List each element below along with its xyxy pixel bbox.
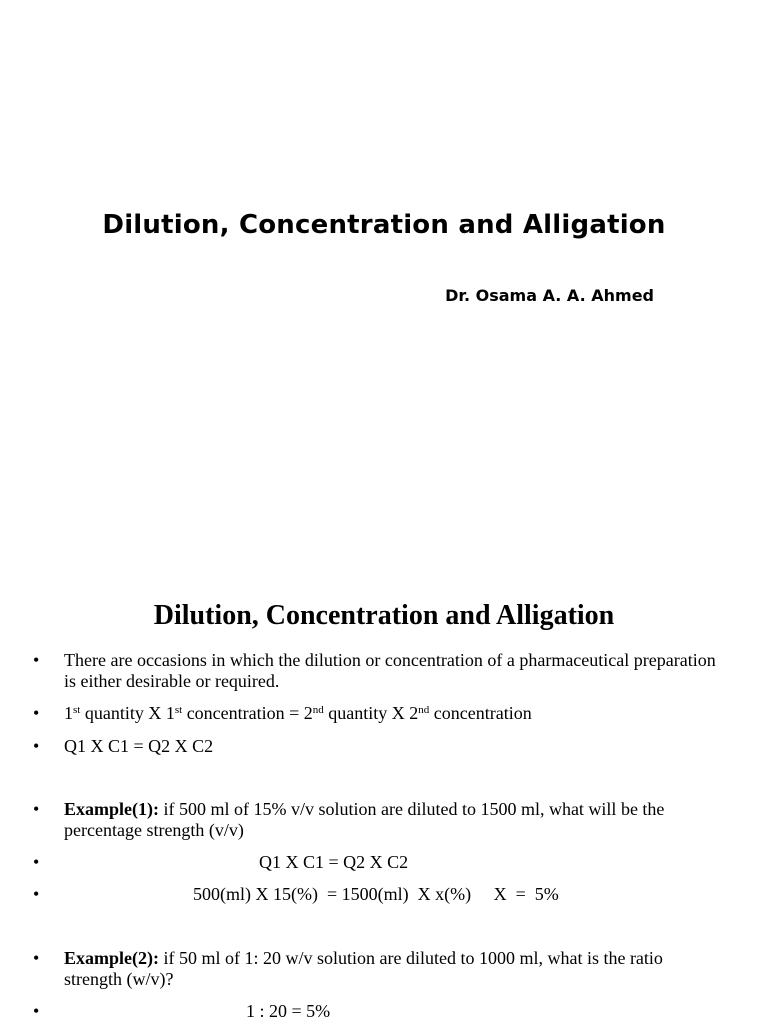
bullet-marker: • bbox=[33, 650, 40, 670]
content-slide-heading: Dilution, Concentration and Alligation bbox=[153, 600, 615, 631]
bullet-text: There are occasions in which the dilution or concentration of a pharmaceutical preparation is either desirable or required. bbox=[64, 650, 716, 691]
example-label: Example(1): bbox=[64, 799, 159, 819]
bullet-marker: • bbox=[33, 884, 40, 904]
bullet-marker: • bbox=[33, 799, 40, 819]
bullet-marker: • bbox=[33, 736, 40, 756]
bullet-text: Example(1): if 500 ml of 15% v/v solution are diluted to 1500 ml, what will be the percentage strength (v/v) bbox=[64, 799, 665, 840]
bullet-marker: • bbox=[33, 948, 40, 968]
bullet-text: Example(2): if 50 ml of 1: 20 w/v solution are diluted to 1000 ml, what is the ratio strength (w/v)? bbox=[64, 948, 663, 989]
author-name: Dr. Osama A. A. Ahmed bbox=[445, 286, 654, 305]
bullet-marker: • bbox=[33, 703, 40, 723]
example-label: Example(2): bbox=[64, 948, 159, 968]
formula-text: 1 : 20 = 5% bbox=[246, 1001, 331, 1021]
title-slide-heading: Dilution, Concentration and Alligation bbox=[102, 210, 666, 240]
bullet-marker: • bbox=[33, 1001, 40, 1021]
bullet-text: 1st quantity X 1st concentration = 2nd quantity X 2nd concentration bbox=[64, 703, 532, 723]
bullet-marker: • bbox=[33, 852, 40, 872]
content-slide bbox=[0, 560, 768, 1024]
formula-text: Q1 X C1 = Q2 X C2 bbox=[259, 852, 409, 872]
formula-text: 500(ml) X 15(%) = 1500(ml) X x(%) X = 5% bbox=[193, 884, 559, 904]
bullet-text: Q1 X C1 = Q2 X C2 bbox=[64, 736, 214, 756]
